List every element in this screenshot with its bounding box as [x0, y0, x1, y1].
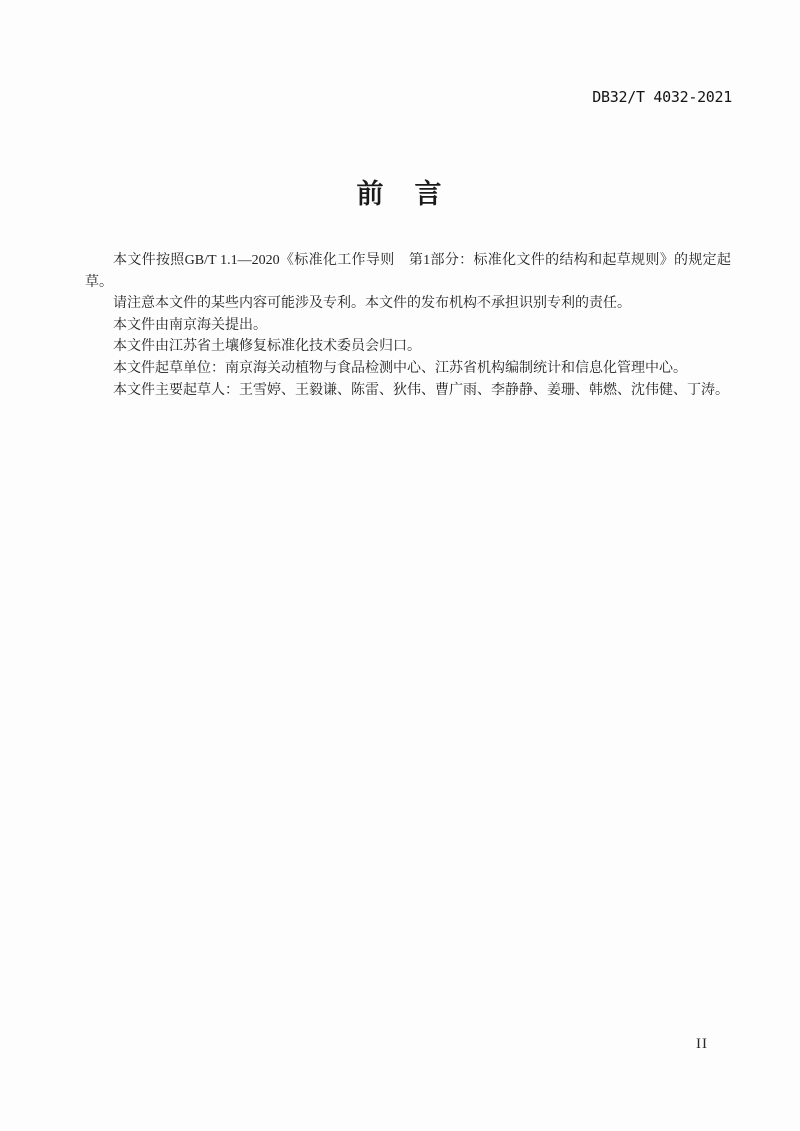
paragraph-drafting-rules: 本文件按照GB/T 1.1—2020《标准化工作导则 第1部分：标准化文件的结构和起草规则》的规定起草。 — [85, 253, 731, 290]
page-number: II — [696, 1036, 708, 1052]
standard-code-header: DB32/T 4032-2021 — [592, 88, 732, 106]
paragraph-proposed-by: 本文件由南京海关提出。 — [113, 317, 267, 333]
paragraph-patent-notice: 请注意本文件的某些内容可能涉及专利。本文件的发布机构不承担识别专利的责任。 — [113, 296, 631, 312]
page-title: 前 言 — [356, 179, 444, 209]
foreword-body — [85, 250, 731, 401]
paragraph-drafting-organizations: 本文件起草单位：南京海关动植物与食品检测中心、江苏省机构编制统计和信息化管理中心。 — [113, 360, 687, 376]
paragraph-main-drafters: 本文件主要起草人：王雪婷、王毅谦、陈雷、狄伟、曹广雨、李静静、姜珊、韩燃、沈伟健、丁涛。 — [113, 382, 729, 398]
paragraph-under-jurisdiction: 本文件由江苏省土壤修复标准化技术委员会归口。 — [113, 339, 421, 355]
